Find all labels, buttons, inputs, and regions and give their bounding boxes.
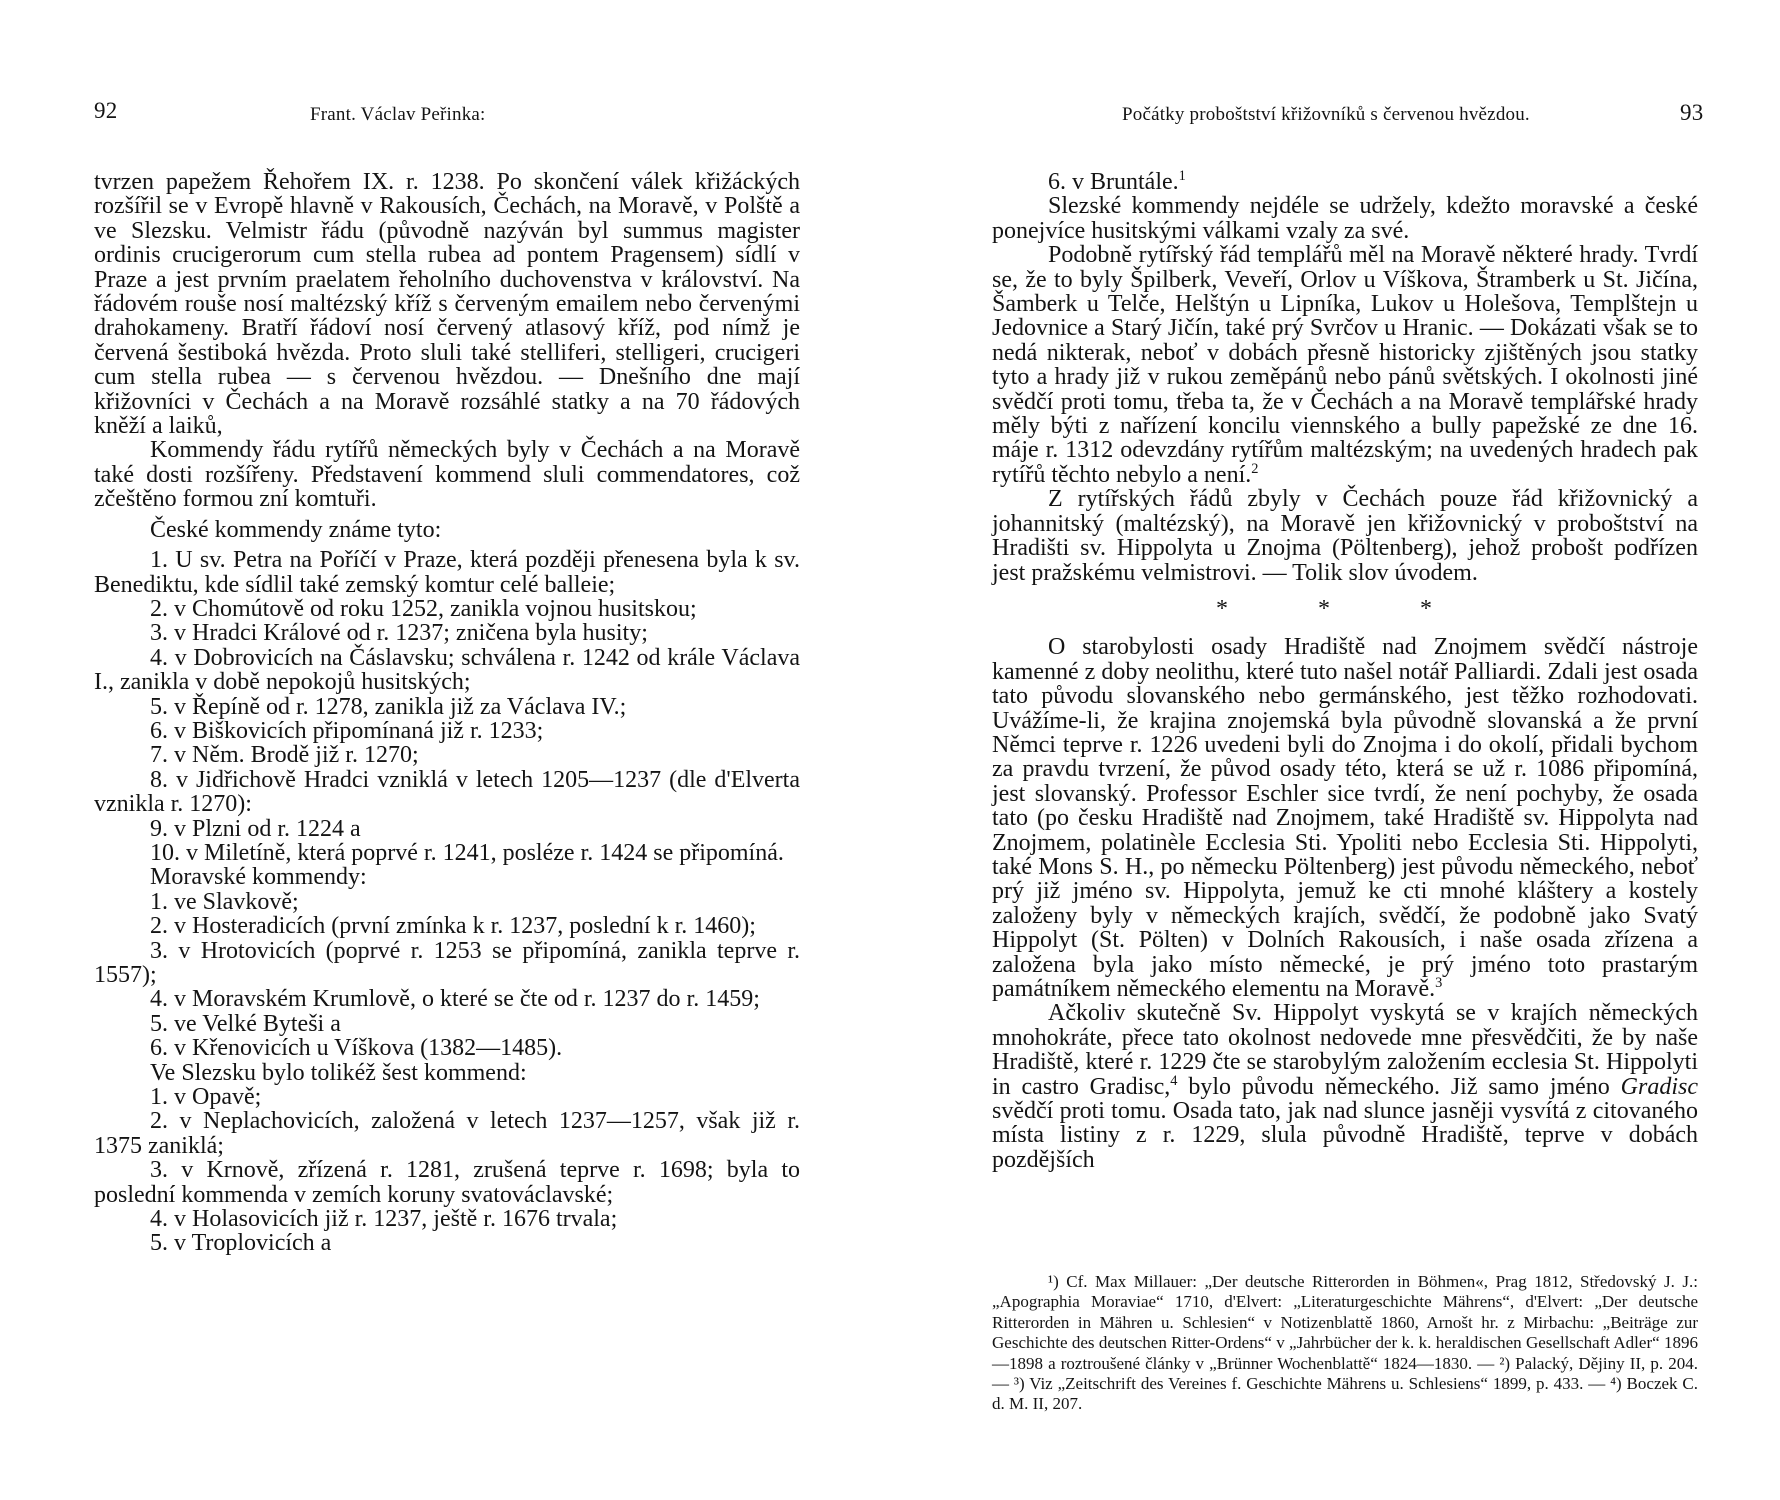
paragraph: tvrzen papežem Řehořem IX. r. 1238. Po skončení válek křižáckých rozšířil se v Evropě hlavně v Rakousích, Čechách, na Moravě, v Polště a ve Slezsku. Velmistr řádu (původně nazýván byl summus magister ordinis crucigerorum cum stella rubea ad pontem Pragensem) sídlí v Praze a jest prvním praelatem řeholního duchovenstva v království. Na řádovém rouše nosí maltézský kříž s červeným emailem nebo červenými drahokameny. Bratří řádoví nosí červený atlasový kříž, pod nímž je červená šestiboká hvězda. Proto sluli také stelliferi, stelligeri, crucigeri cum stella rubea — s červenou hvězdou. — Dnešního dne mají křižovníci v Čechách a na Moravě rozsáhlé statky a na 70 řádových kněží a laiků, [94, 169, 800, 440]
right-page [890, 0, 1780, 1500]
paragraph: Slezské kommendy nejdéle se udržely, kdežto moravské a české ponejvíce husitskými válkami vzaly za své. [992, 193, 1698, 244]
list-item: 9. v Plzni od r. 1224 a [150, 815, 361, 842]
list-item: 5. ve Velké Byteši a [150, 1010, 341, 1037]
running-head-left: Frant. Václav Peřinka: [310, 104, 486, 125]
list-item: 5. v Řepíně od r. 1278, zanikla již za Václava IV.; [150, 693, 627, 720]
list-item: 2. v Chomútově od roku 1252, zanikla vojnou husitskou; [150, 595, 697, 622]
page-number-right: 93 [1680, 100, 1704, 125]
list-item: 1. ve Slavkově; [150, 888, 299, 915]
list-item: 1. v Opavě; [150, 1084, 262, 1111]
list-item: 2. v Hosteradicích (první zmínka k r. 1237, poslední k r. 1460); [150, 913, 756, 940]
list-item: 7. v Něm. Brodě již r. 1270; [150, 742, 419, 769]
list-item: 5. v Troplovicích a [150, 1230, 332, 1257]
paragraph: Z rytířských řádů zbyly v Čechách pouze řád křižovnický a johannitský (maltézský), na Moravě jen křižovnický v proboštství na Hradišti sv. Hippolyta u Znojma (Pöltenberg), jehož probošt podřízen jest pražskému velmistrovi. — Tolik slov úvodem. [992, 486, 1698, 586]
paragraph: 6. v Bruntále.$^1$ [1048, 168, 1186, 195]
list-item: 6. v Biškovicích připomínaná již r. 1233; [150, 717, 544, 744]
paragraph: Kommendy řádu rytířů německých byly v Čechách a na Moravě také dosti rozšířeny. Představení kommend sluli commendatores, což zčeštěno formou zní komtuři. [94, 437, 800, 513]
list-item: 3. v Krnově, zřízená r. 1281, zrušená teprve r. 1698; byla to poslední kommenda v zemích koruny svatováclavské; [94, 1157, 800, 1208]
right-body-text [992, 170, 1698, 1172]
page-number-left: 92 [94, 98, 118, 123]
list-item: 4. v Dobrovicích na Čáslavsku; schválena r. 1242 od krále Václava I., zanikla v době nepokojů husitských; [94, 644, 800, 696]
section-separator: * * * [1216, 595, 1474, 622]
running-head-right: Počátky proboštství křižovníků s červenou hvězdou. [1122, 104, 1530, 125]
list-item: 3. v Hradci Králové od r. 1237; zničena byla husity; [150, 620, 648, 647]
footnotes [992, 1272, 1698, 1415]
list-item: 4. v Moravském Krumlově, o které se čte od r. 1237 do r. 1459; [150, 986, 760, 1013]
list-item: 3. v Hrotovicích (poprvé r. 1253 se připomíná, zanikla teprve r. 1557); [94, 937, 800, 988]
list-item: 2. v Neplachovicích, založená v letech 1237—1257, však již r. 1375 zaniklá; [94, 1108, 800, 1159]
paragraph: Podobně rytířský řád templářů měl na Moravě některé hrady. Tvrdí se, že to byly Špilberk, Veveří, Orlov u Víškova, Štramberk u St. Jičína, Šamberk u Telče, Helštýn u Lipníka, Lukov u Holešova, Templštejn u Jedovnice a Starý Jičín, také prý Svrčov u Hranic. — Dokázati však se to nedá nikterak, neboť v dobách přesně historicky zjištěných jsou statky tyto a hrady již v rukou zeměpánů nebo pánů světských. I okolnosti jiné svědčí proti tomu, třeba ta, že v Čechách a na Moravě templářské hrady měly býti z nařízení koncilu viennského a bully papežské ze dne 16. máje r. 1312 odevzdány rytířům maltézským; na uvedených hradech pak rytířů těchto nebylo a není.$^2$ [992, 242, 1698, 488]
section-heading: Ve Slezsku bylo tolikéž šest kommend: [150, 1059, 527, 1086]
list-item: 8. v Jidřichově Hradci vzniklá v letech 1205—1237 (dle d'Elverta vznikla r. 1270): [94, 766, 800, 818]
left-body-text [94, 170, 800, 1256]
paragraph: České kommendy známe tyto: [150, 516, 442, 543]
section-heading: Moravské kommendy: [150, 864, 367, 891]
list-item: 1. U sv. Petra na Poříčí v Praze, která později přenesena byla k sv. Benediktu, kde sídlil také zemský komtur celé balleie; [94, 547, 800, 598]
footnote: ¹) Cf. Max Millauer: „Der deutsche Ritterorden in Böhmen«, Prag 1812, Středovský J. J.: „Apographia Moraviae“ 1710, d'Elvert: „Literaturgeschichte Mährens“, d'Elvert: „Der deutsche Ritterorden in Mähren u. Schlesien“ v Notizenblattě 1860, Arnošt hr. z Mirbachu: „Beiträge zur Geschichte des deutschen Ritter-Ordens“ v „Jahrbücher der k. k. heraldischen Gesellschaft Adler“ 1896—1898 a roztroušené články v „Brünner Wochenblattě“ 1824—1830. — ²) Palacký, Dějiny II, p. 204. — ³) Viz „Zeitschrift des Vereines f. Geschichte Mährens u. Schlesiens“ 1899, p. 433. — ⁴) Boczek C. d. M. II, 207. [992, 1272, 1698, 1414]
list-item: 6. v Křenovicích u Víškova (1382—1485). [150, 1035, 563, 1062]
list-item: 4. v Holasovicích již r. 1237, ještě r. 1676 trvala; [150, 1206, 618, 1233]
paragraph: Ačkoliv skutečně Sv. Hippolyt vyskytá se v krajích německých mnohokráte, přece tato okolnost nedovede mne přesvědčiti, že by naše Hradiště, které r. 1229 čte se starobylým založením ecclesia St. Hippolyti in castro Gradisc,$^4$ bylo původu německého. Již samo jméno Gradisc svědčí proti tomu. Osada tato, jak nad slunce jasněji vysvítá z citovaného místa listiny z r. 1229, slula původně Hradiště, teprve v dobách pozdějších [992, 1000, 1698, 1173]
paragraph: O starobylosti osady Hradiště nad Znojmem svědčí nástroje kamenné z doby neolithu, které tuto našel notář Palliardi. Zdali jest osada tato původu slovanského nebo germánského, jest těžko rozhodovati. Uvážíme-li, že krajina znojemská byla původně slovanská a že první Němci teprve r. 1226 uvedeni byli do Znojma i do okolí, přidali bychom za pravdu tvrzení, že původ osady této, která se už r. 1086 připomíná, jest slovanský. Professor Eschler sice tvrdí, že není pochyby, že osada tato (po česku Hradiště nad Znojmem, také Hradiště sv. Hippolyta nad Znojmem, polatinèle Ecclesia Sti. Ypoliti nebo Ecclesia Sti. Hippolyti, také Mons S. H., po německu Pöltenberg) jest původu německého, neboť prý již jméno sv. Hippolyta, jemuž ke cti mnohé kláštery a kostely založeny byly v německých krajích, svědčí, že podobně jako Svatý Hippolyt (St. Pölten) v Dolních Rakousích, i naše osada zřízena a založena byla jako místo německé, je prý jméno toto prastarým památníkem německého elementu na Moravě.$^3$ [992, 634, 1698, 1002]
list-item: 10. v Miletíně, která poprvé r. 1241, posléze r. 1424 se připomíná. [150, 839, 784, 866]
